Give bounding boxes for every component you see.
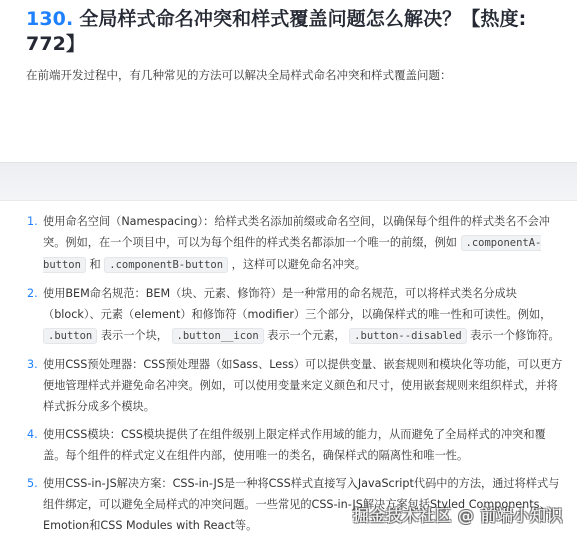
inline-code: .button__icon — [172, 328, 264, 344]
inline-code: .button — [43, 328, 97, 344]
inline-code: .button--disabled — [349, 328, 466, 344]
list-item — [18, 354, 563, 417]
title-number: 130. — [26, 8, 74, 30]
inline-code: .componentB-button — [104, 257, 228, 273]
title-text: 全局样式命名冲突和样式覆盖问题怎么解决？【热度: 772】 — [26, 8, 527, 55]
section-divider — [0, 162, 577, 201]
item-text: 使用CSS预处理器：CSS预处理器（如Sass、Less）可以提供变量、嵌套规则和模块化等功能，可以更方便地管理样式并避免命名冲突。例如，可以使用变量来定义颜色和尺寸，使用嵌套规则来组织样式，并将样式拆分成多个模块。 — [43, 358, 563, 413]
list-marker: 2. — [27, 287, 38, 300]
page-title — [26, 7, 566, 57]
item-text: 使用CSS-in-JS解决方案：CSS-in-JS是一种将CSS样式直接写入JavaScript代码中的方法，通过将样式与组件绑定，可以避免全局样式的冲突问题。一些常见的CSS-in-JS解决方案包括Styled Components、Emotion和CSS Modules with React等。 — [43, 477, 560, 532]
item-text: 表示一个元素， — [267, 329, 346, 342]
list-item — [18, 424, 563, 466]
item-text: 使用命名空间（Namespacing）：给样式类名添加前缀或命名空间，以确保每个组件的样式类名不会冲突。例如，在一个项目中，可以为每个组件的样式类名都添加一个唯一的前缀，例如 — [43, 215, 550, 249]
list-marker: 1. — [27, 215, 38, 228]
list-marker: 5. — [27, 477, 38, 490]
article-header — [0, 0, 577, 162]
item-text: 使用BEM命名规范：BEM（块、元素、修饰符）是一种常用的命名规范，可以将样式类名分成块（block）、元素（element）和修饰符（modifier）三个部分，以确保样式的唯一性和可读性。例如， — [43, 287, 552, 321]
item-text: ，这样可以避免命名冲突。 — [231, 258, 366, 271]
list-marker: 3. — [27, 358, 38, 371]
list-item — [18, 211, 563, 276]
solution-list — [18, 211, 563, 543]
item-text: 使用CSS模块：CSS模块提供了在组件级别上限定样式作用域的能力，从而避免了全局样式的冲突和覆盖。每个组件的样式定义在组件内部，使用唯一的类名，确保样式的隔离性和唯一性。 — [43, 428, 546, 462]
item-text: 表示一个块， — [100, 329, 168, 342]
list-item — [18, 283, 563, 347]
item-text: 和 — [89, 258, 101, 271]
intro-paragraph: 在前端开发过程中，有几种常见的方法可以解决全局样式命名冲突和样式覆盖问题： — [26, 68, 452, 82]
list-marker: 4. — [27, 428, 38, 441]
item-text: 表示一个修饰符。 — [470, 329, 560, 342]
watermark: 掘金技术社区 @ 前端小知识 — [352, 506, 563, 525]
inline-code: .componentA-button — [43, 237, 542, 271]
